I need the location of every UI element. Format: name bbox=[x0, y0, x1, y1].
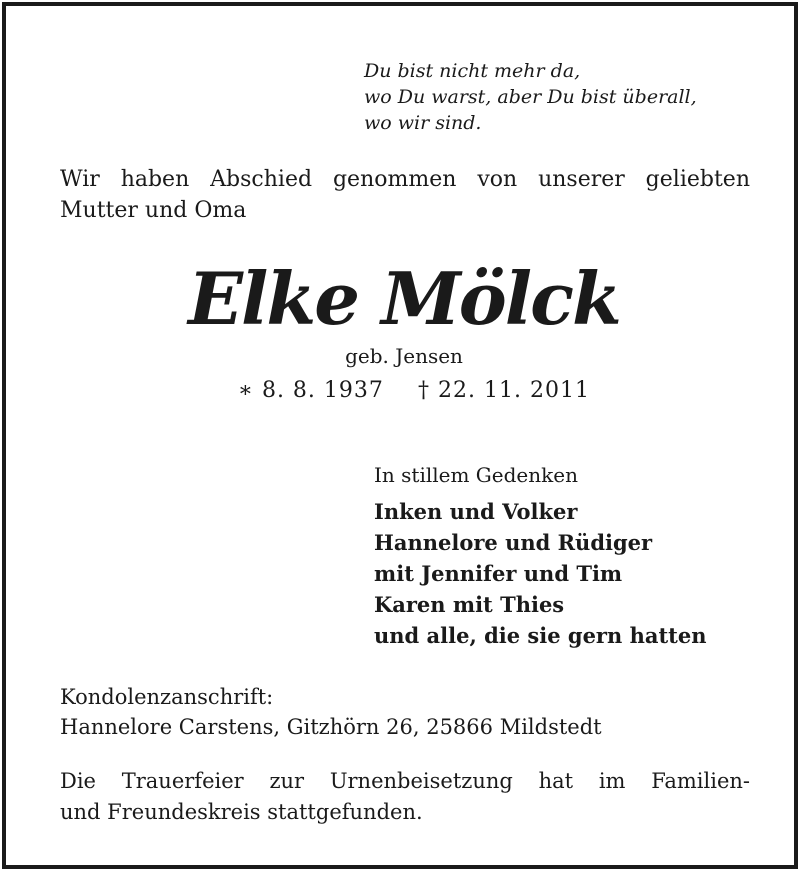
intro-text bbox=[60, 164, 750, 226]
mourners-list bbox=[374, 496, 706, 651]
maiden-name: geb. Jensen bbox=[345, 344, 463, 368]
death-date: † 22. 11. 2011 bbox=[418, 378, 590, 403]
intro-line-1: Wir haben Abschied genommen von unserer geliebten bbox=[60, 167, 750, 192]
condolence-label: Kondolenzanschrift: bbox=[60, 685, 274, 709]
condolence-address: Hannelore Carstens, Gitzhörn 26, 25866 Mildstedt bbox=[60, 715, 602, 739]
poem-verse bbox=[364, 58, 697, 136]
mourner-line: und alle, die sie gern hatten bbox=[374, 623, 707, 648]
memorial-line: In stillem Gedenken bbox=[374, 463, 578, 487]
funeral-line-2: und Freundeskreis stattgefunden. bbox=[60, 800, 423, 824]
poem-line-3: wo wir sind. bbox=[364, 112, 482, 134]
mourner-line: mit Jennifer und Tim bbox=[374, 561, 623, 586]
mourner-line: Hannelore und Rüdiger bbox=[374, 530, 653, 555]
poem-line-1: Du bist nicht mehr da, bbox=[364, 60, 581, 82]
mourner-line: Inken und Volker bbox=[374, 499, 578, 524]
poem-line-2: wo Du warst, aber Du bist überall, bbox=[364, 86, 697, 108]
deceased-name: Elke Mölck bbox=[188, 256, 620, 341]
birth-date: ∗ 8. 8. 1937 bbox=[238, 378, 384, 403]
funeral-notice bbox=[60, 766, 750, 828]
funeral-line-1: Die Trauerfeier zur Urnenbeisetzung hat im Familien- bbox=[60, 769, 750, 793]
intro-line-2: Mutter und Oma bbox=[60, 198, 247, 223]
obituary-frame bbox=[2, 2, 798, 869]
mourner-line: Karen mit Thies bbox=[374, 592, 565, 617]
